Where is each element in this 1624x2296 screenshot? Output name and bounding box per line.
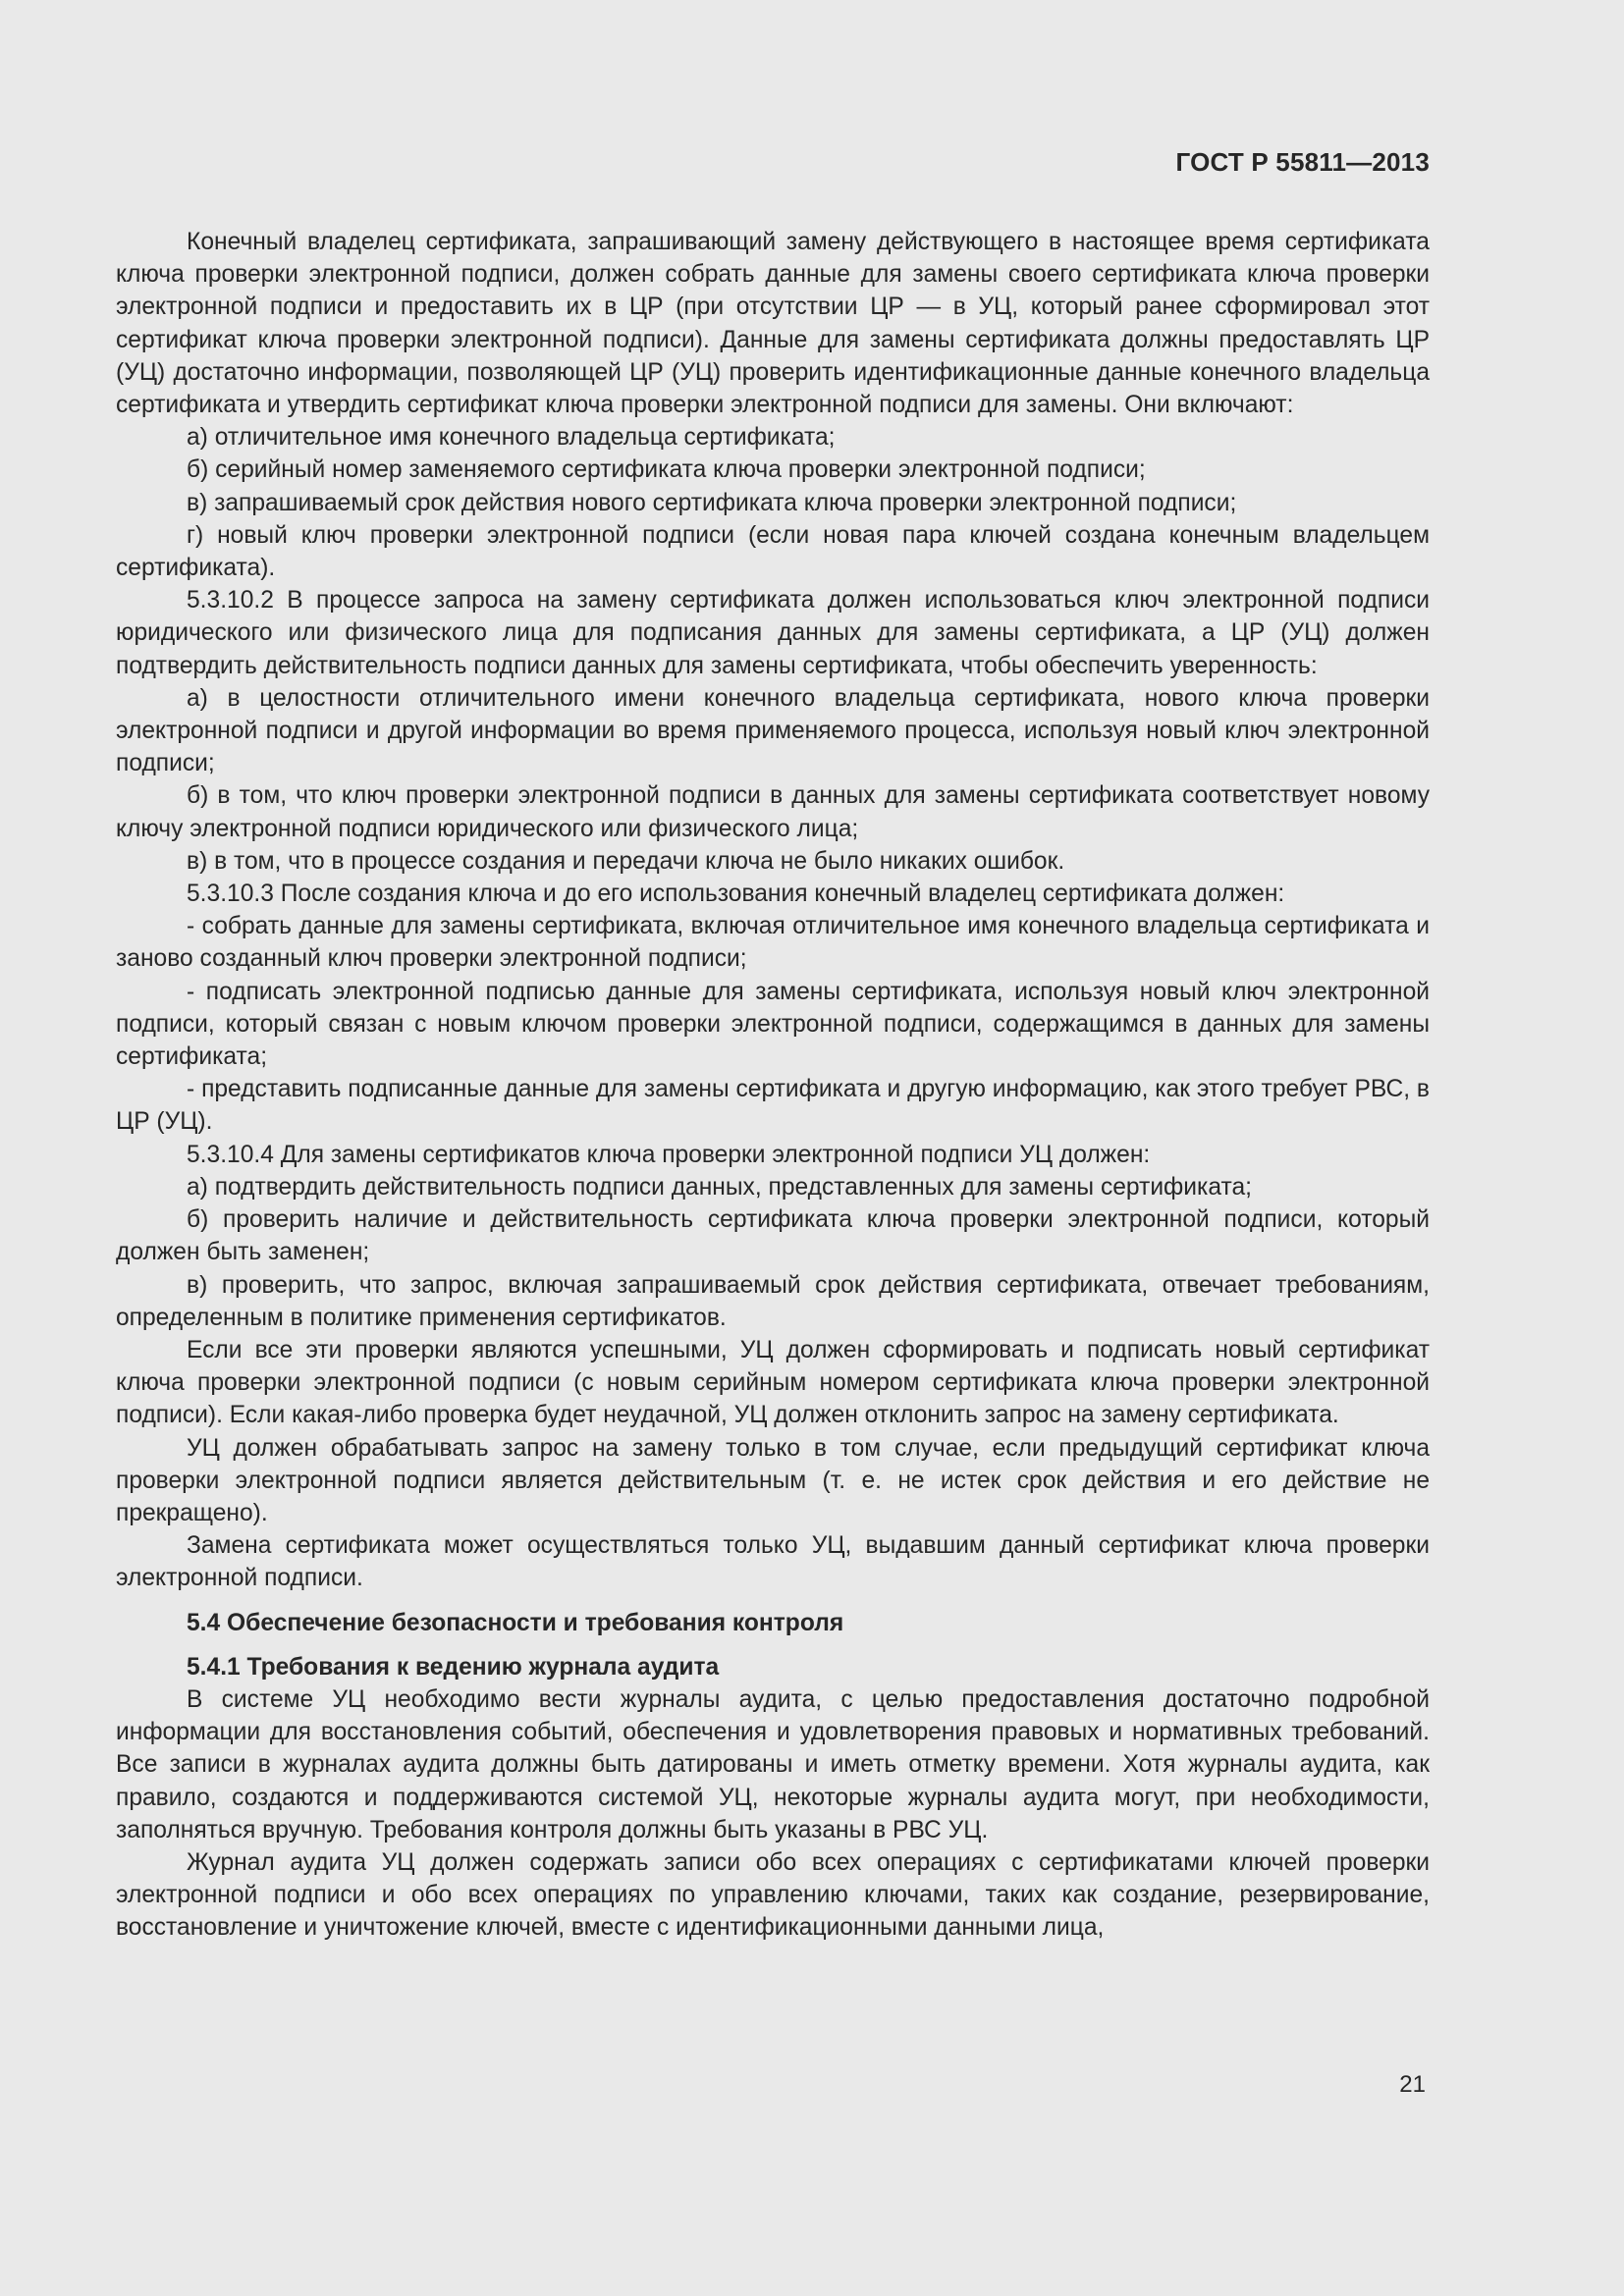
- paragraph: Журнал аудита УЦ должен содержать записи обо всех операциях с сертификатами ключей проверки электронной подписи и обо всех операциях по управлению ключами, таких как создание, резервирование, восстановление и уничтожение ключей, вместе с идентификационными данными лица,: [116, 1848, 1430, 1942]
- paragraph: УЦ должен обрабатывать запрос на замену только в том случае, если предыдущий сертификат ключа проверки электронной подписи является действительным (т. е. не истек срок действия и его действие не прекращено).: [116, 1434, 1430, 1526]
- paragraph: а) в целостности отличительного имени конечного владельца сертификата, нового ключа проверки электронной подписи и другой информации во время применяемого процесса, используя новый ключ электронной подписи;: [116, 684, 1430, 777]
- spacer: [116, 1595, 1430, 1607]
- paragraph: Конечный владелец сертификата, запрашивающий замену действующего в настоящее время сертификата ключа проверки электронной подписи, должен собрать данные для замены своего сертификата ключа проверки электронной подписи и предоставить их в ЦР (при отсутствии ЦР — в УЦ, который ранее сформировал этот сертификат ключа проверки электронной подписи). Данные для замены сертификата должны предоставлять ЦР (УЦ) достаточно информации, позволяющей ЦР (УЦ) проверить идентификационные данные конечного владельца сертификата и утвердить сертификат ключа проверки электронной подписи для замены. Они включают:: [116, 229, 1430, 419]
- paragraph: 5.3.10.2 В процессе запроса на замену сертификата должен использоваться ключ электронной подписи юридического или физического лица для подписания данных для замены сертификата, а ЦР (УЦ) должен подтвердить действительность подписи данных для замены сертификата, чтобы обеспечить уверенность:: [116, 587, 1430, 679]
- section-heading: 5.4.1 Требования к ведению журнала аудита: [187, 1653, 720, 1681]
- paragraph: - представить подписанные данные для замены сертификата и другую информацию, как этого требует РВС, в ЦР (УЦ).: [116, 1076, 1430, 1136]
- section-heading: 5.4 Обеспечение безопасности и требования контроля: [187, 1609, 844, 1636]
- paragraph: 5.3.10.3 После создания ключа и до его использования конечный владелец сертификата должен:: [187, 881, 1285, 908]
- paragraph: Если все эти проверки являются успешными, УЦ должен сформировать и подписать новый сертификат ключа проверки электронной подписи (с новым серийным номером сертификата ключа проверки электронной подписи). Если какая-либо проверка будет неудачной, УЦ должен отклонить запрос на замену сертификата.: [116, 1336, 1430, 1429]
- document-body: [116, 226, 1430, 1945]
- paragraph: а) подтвердить действительность подписи данных, представленных для замены сертификата;: [187, 1173, 1252, 1201]
- paragraph: б) серийный номер заменяемого сертификата ключа проверки электронной подписи;: [187, 456, 1146, 484]
- paragraph: б) в том, что ключ проверки электронной подписи в данных для замены сертификата соответствует новому ключу электронной подписи юридического или физического лица;: [116, 782, 1430, 842]
- paragraph: в) в том, что в процессе создания и передачи ключа не было никаких ошибок.: [187, 847, 1065, 875]
- page-number: 21: [1399, 2071, 1426, 2098]
- paragraph: В системе УЦ необходимо вести журналы аудита, с целью предоставления достаточно подробной информации для восстановления событий, обеспечения и удовлетворения правовых и нормативных требований. Все записи в журналах аудита должны быть датированы и иметь отметку времени. Хотя журналы аудита, как правило, создаются и поддерживаются системой УЦ, некоторые журналы аудита могут, при необходимости, заполняться вручную. Требования контроля должны быть указаны в РВС УЦ.: [116, 1685, 1430, 1843]
- paragraph: б) проверить наличие и действительность сертификата ключа проверки электронной подписи, который должен быть заменен;: [116, 1206, 1430, 1266]
- paragraph: г) новый ключ проверки электронной подписи (если новая пара ключей создана конечным владельцем сертификата).: [116, 521, 1430, 582]
- paragraph: - собрать данные для замены сертификата, включая отличительное имя конечного владельца сертификата и заново созданный ключ проверки электронной подписи;: [116, 913, 1430, 973]
- paragraph: в) проверить, что запрос, включая запрашиваемый срок действия сертификата, отвечает требованиям, определенным в политике применения сертификатов.: [116, 1271, 1430, 1331]
- spacer: [116, 1639, 1430, 1651]
- paragraph: в) запрашиваемый срок действия нового сертификата ключа проверки электронной подписи;: [187, 489, 1237, 516]
- document-header: ГОСТ Р 55811—2013: [1175, 147, 1430, 177]
- paragraph: - подписать электронной подписью данные для замены сертификата, используя новый ключ электронной подписи, который связан с новым ключом проверки электронной подписи, содержащимся в данных для замены сертификата;: [116, 978, 1430, 1071]
- paragraph: Замена сертификата может осуществляться только УЦ, выдавшим данный сертификат ключа проверки электронной подписи.: [116, 1532, 1430, 1592]
- paragraph: а) отличительное имя конечного владельца сертификата;: [187, 424, 836, 452]
- paragraph: 5.3.10.4 Для замены сертификатов ключа проверки электронной подписи УЦ должен:: [187, 1141, 1151, 1168]
